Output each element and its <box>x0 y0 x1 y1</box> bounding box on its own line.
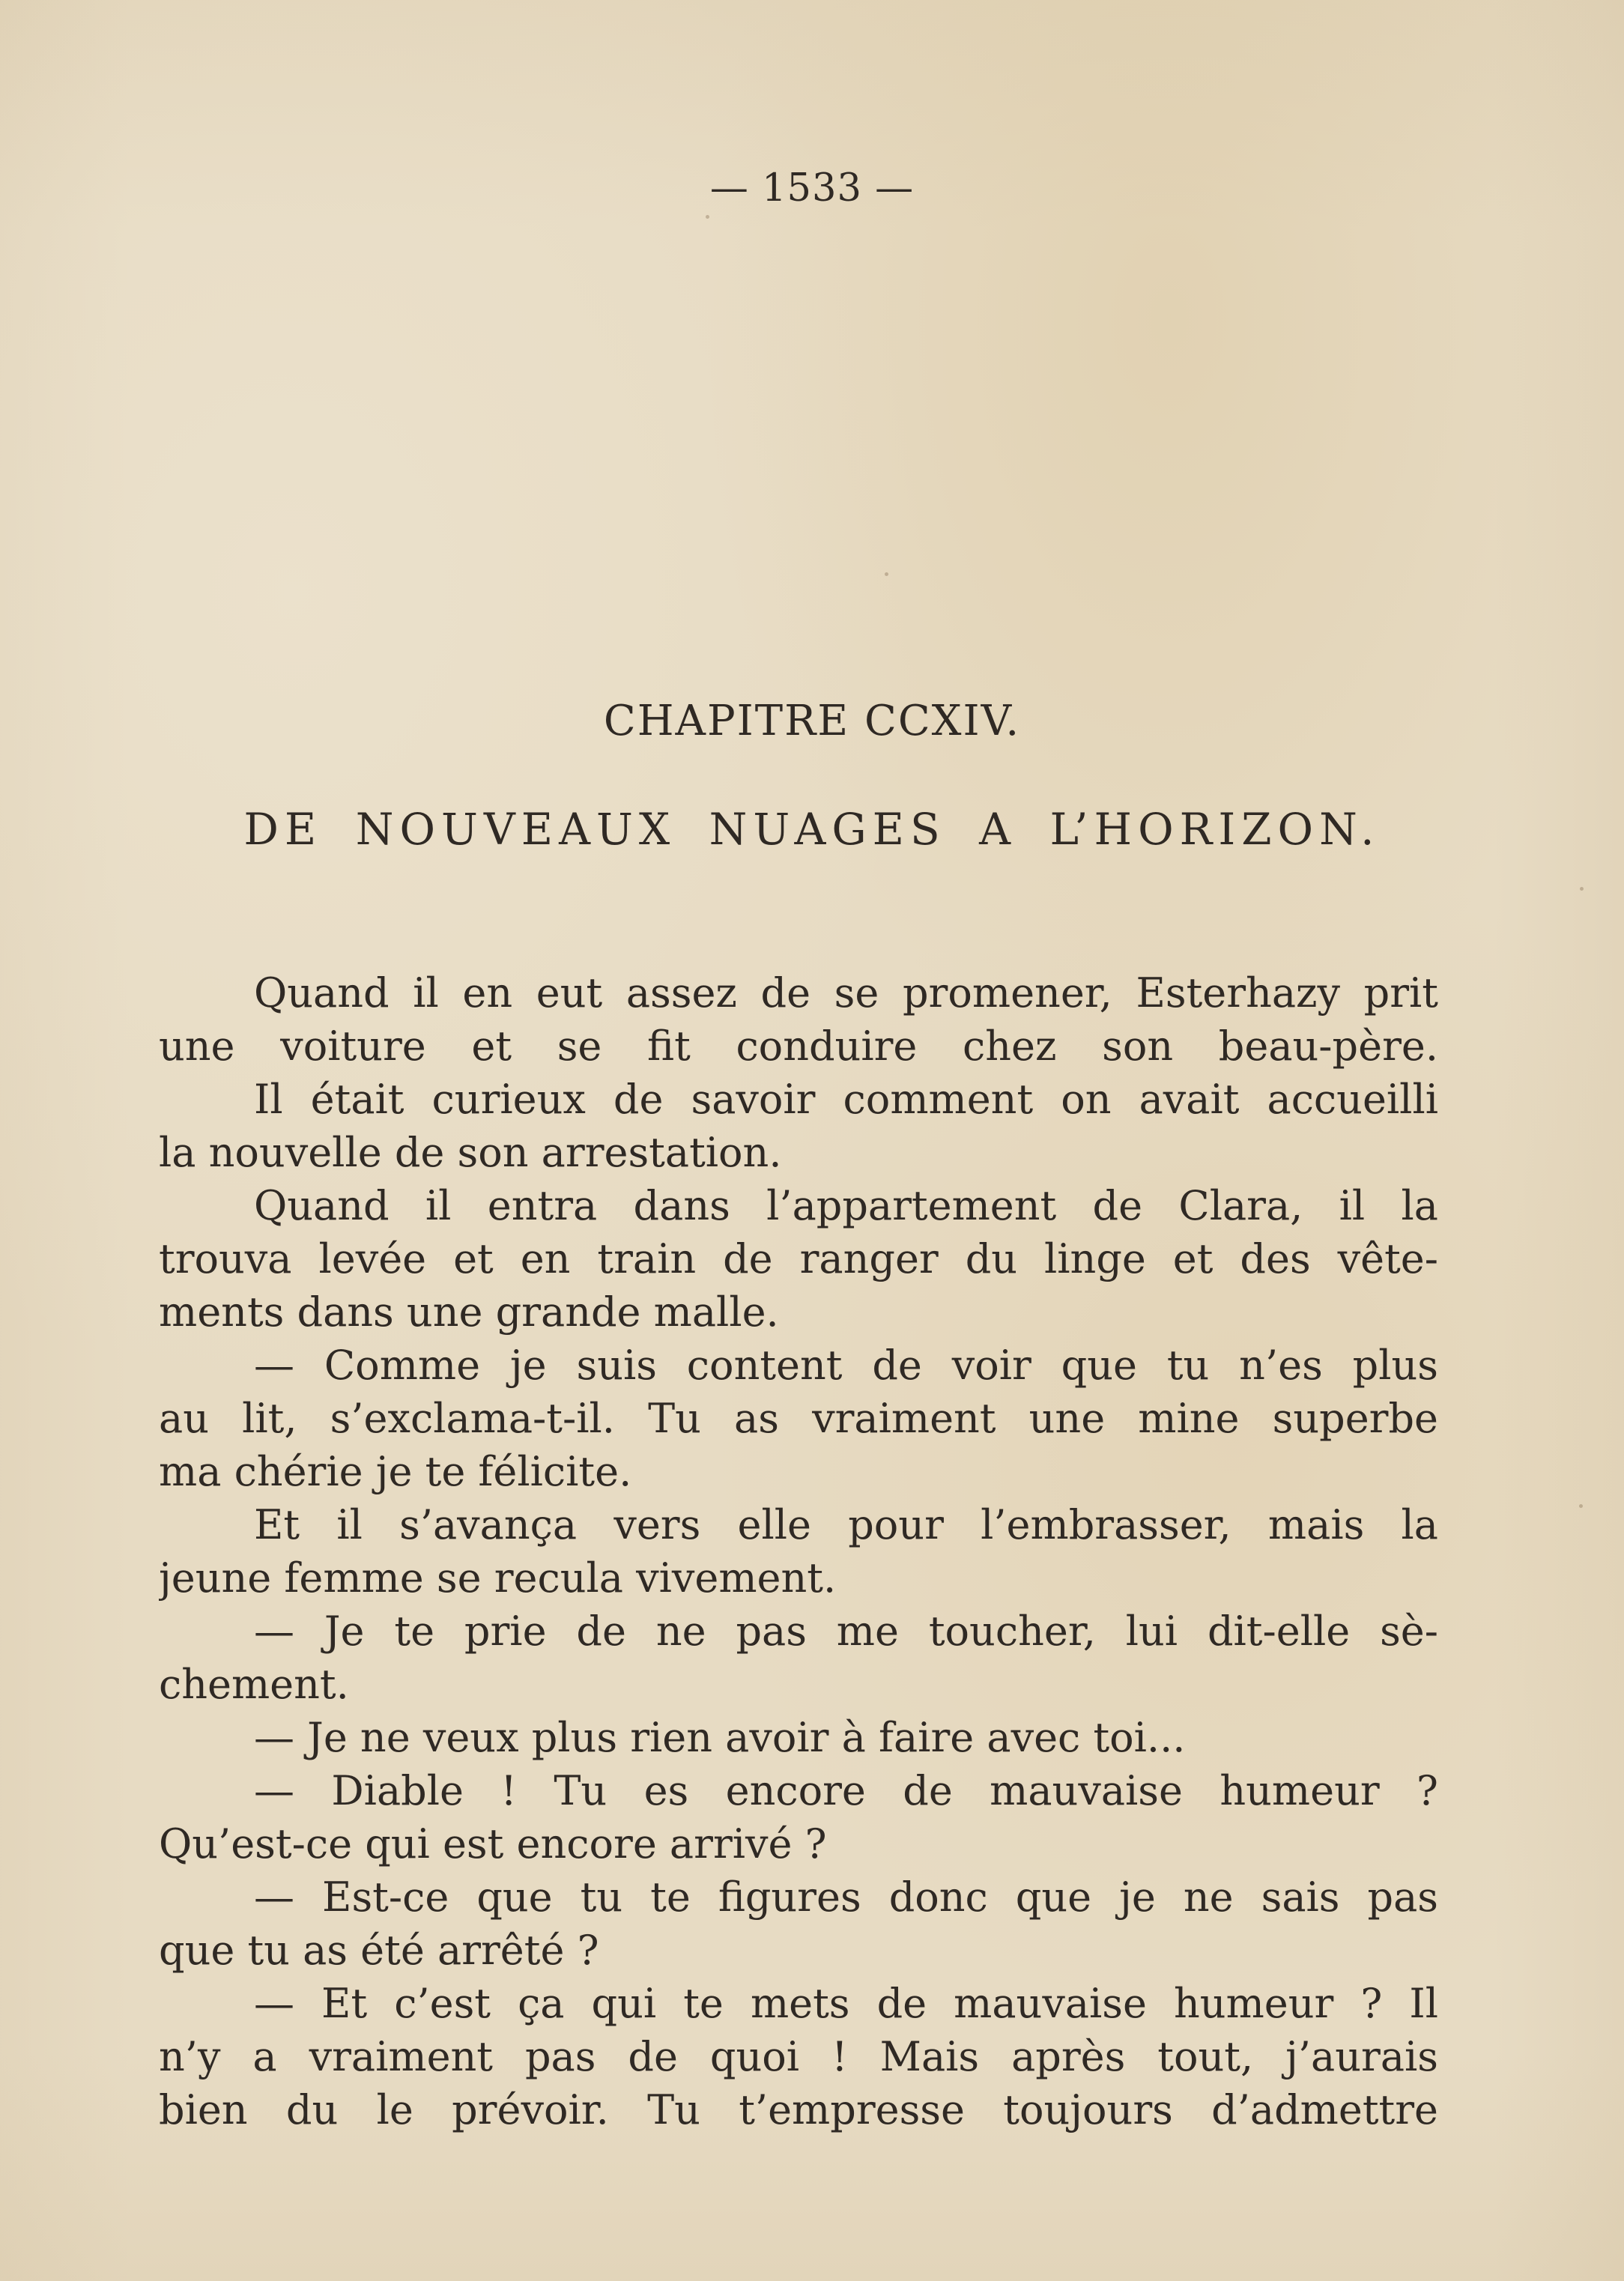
text-line: — Et c’est ça qui te mets de mauvaise humeur ? Il <box>254 1980 1438 2027</box>
text-line: Quand il entra dans l’appartement de Clara, il la <box>254 1182 1438 1229</box>
text-line: au lit, s’exclama-t-il. Tu as vraiment une mine superbe <box>159 1395 1438 1442</box>
text-line: — Je te prie de ne pas me toucher, lui dit-elle sè- <box>254 1608 1438 1655</box>
text-line: — Je ne veux plus rien avoir à faire avec toi... <box>254 1714 1186 1761</box>
paper-speck <box>1580 887 1584 891</box>
paper-speck <box>1579 1504 1583 1508</box>
text-line: une voiture et se fit conduire chez son beau-père. <box>159 1023 1438 1070</box>
text-line: que tu as été arrêté ? <box>159 1927 599 1974</box>
chapter-title: DE NOUVEAUX NUAGES A L’HORIZON. <box>243 804 1381 855</box>
text-line: ma chérie je te félicite. <box>159 1448 632 1495</box>
text-line: Quand il en eut assez de se promener, Esterhazy prit <box>254 969 1438 1017</box>
text-line: la nouvelle de son arrestation. <box>159 1129 782 1176</box>
text-line: — Diable ! Tu es encore de mauvaise humeur ? <box>254 1767 1438 1814</box>
text-line: chement. <box>159 1661 349 1708</box>
body-text <box>159 966 1438 2136</box>
text-line: ments dans une grande malle. <box>159 1288 779 1336</box>
paper-speck <box>706 215 709 219</box>
chapter-heading: CHAPITRE CCXIV. <box>603 697 1021 745</box>
text-line: n’y a vraiment pas de quoi ! Mais après tout, j’aurais <box>159 2033 1438 2080</box>
text-line: Il était curieux de savoir comment on avait accueilli <box>254 1076 1438 1123</box>
text-line: jeune femme se recula vivement. <box>159 1554 837 1602</box>
text-line: — Est-ce que tu te figures donc que je ne sais pas <box>254 1873 1438 1921</box>
text-line: Et il s’avança vers elle pour l’embrasser, mais la <box>254 1501 1438 1548</box>
page-number: — 1533 — <box>709 166 915 210</box>
text-line: trouva levée et en train de ranger du linge et des vête- <box>159 1235 1438 1282</box>
text-line: — Comme je suis content de voir que tu n’es plus <box>254 1342 1438 1389</box>
text-line: bien du le prévoir. Tu t’empresse toujours d’admettre <box>159 2086 1438 2133</box>
paper-speck <box>885 572 888 576</box>
text-line: Qu’est-ce qui est encore arrivé ? <box>159 1820 827 1867</box>
